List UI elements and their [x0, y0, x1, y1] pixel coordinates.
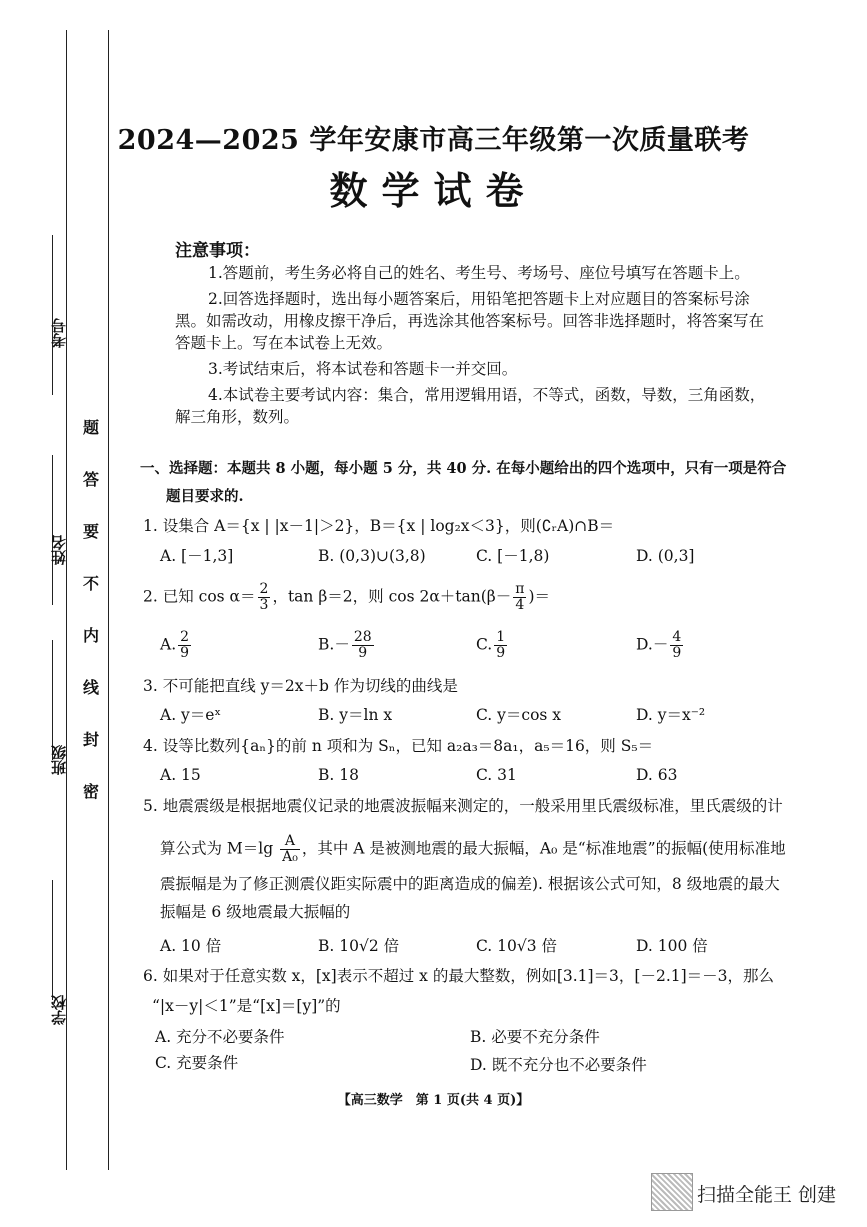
question-4-option-c: C. 31	[476, 766, 517, 784]
seal-char: 线	[83, 678, 100, 697]
fraction	[494, 630, 507, 661]
denominator: 4	[515, 597, 525, 613]
denominator: A₀	[282, 849, 298, 865]
fraction	[280, 834, 300, 865]
denominator: 9	[358, 645, 368, 661]
seal-char: 不	[83, 574, 100, 593]
question-6-line-1: 6. 如果对于任意实数 x，[x]表示不超过 x 的最大整数，例如[3.1]＝3，[－2.1]＝－3，那么	[143, 967, 775, 985]
question-5-option-b: B. 10√2 倍	[318, 937, 400, 955]
seal-char: 密	[83, 782, 100, 801]
question-3-option-c: C. y＝cos x	[476, 706, 562, 724]
notice-item-1: 1.答题前，考生务必将自己的姓名、考生号、考场号、座位号填写在答题卡上。	[208, 264, 750, 282]
numerator: A	[280, 834, 300, 850]
option-sign: －	[334, 635, 350, 654]
numerator: 2	[180, 629, 190, 645]
banji-underline	[52, 640, 53, 760]
section-heading-cont: 题目要求的.	[166, 488, 244, 505]
question-5-line-1: 5. 地震震级是根据地震仪记录的地震波振幅来测定的，一般采用里氏震级标准，里氏震级的计	[143, 797, 783, 815]
question-5-line-2	[160, 834, 786, 865]
xingming-label: 姓名	[50, 535, 68, 565]
question-2-option-c	[476, 630, 509, 661]
notice-item-4: 4.本试卷主要考试内容：集合，常用逻辑用语，不等式，函数，导数，三角函数，解三角形，数列。	[175, 386, 766, 426]
notice-item-2: 2.回答选择题时，选出每小题答案后，用铅笔把答题卡上对应题目的答案标号涂黑。如需改动，用橡皮擦干净后，再选涂其他答案标号。回答非选择题时，将答案写在答题卡上。写在本试卷上无效。	[175, 290, 765, 352]
question-5-option-d: D. 100 倍	[636, 937, 708, 955]
question-6-option-a: A. 充分不必要条件	[155, 1028, 285, 1046]
denominator: 3	[259, 597, 269, 613]
question-1-option-c: C. [－1,8)	[476, 547, 550, 565]
option-label: A.	[160, 635, 177, 654]
qr-code-icon	[651, 1173, 693, 1211]
question-5-line-3: 震振幅是为了修正测震仪距实际震中的距离造成的偏差). 根据该公式可知，8 级地震的最大	[160, 875, 780, 893]
question-3-option-a: A. y＝eˣ	[160, 706, 222, 724]
question-5-line-2b: ，其中 A 是被测地震的最大振幅，A₀ 是“标准地震”的振幅(使用标准地	[301, 839, 786, 858]
question-3-option-b: B. y＝ln x	[318, 706, 393, 724]
denominator: 9	[496, 645, 506, 661]
scanner-watermark: 扫描全能王 创建	[697, 1184, 837, 1206]
question-1-option-a: A. [－1,3]	[160, 547, 234, 565]
notice-item-3: 3.考试结束后，将本试卷和答题卡一并交回。	[208, 360, 518, 378]
banji-label: 班级	[50, 745, 68, 775]
question-4-stem: 4. 设等比数列{aₙ}的前 n 项和为 Sₙ，已知 a₂a₃＝8a₁，a₅＝16，则 S₅＝	[143, 737, 654, 755]
question-2-stem-c: )＝	[528, 587, 551, 606]
xingming-underline	[52, 455, 53, 605]
question-5-line-4: 振幅是 6 级地震最大振幅的	[160, 903, 351, 921]
question-6-line-2: “|x－y|＜1”是“[x]＝[y]”的	[152, 997, 341, 1015]
question-2-stem-b: ，tan β＝2，则 cos 2α＋tan(β－	[272, 587, 512, 606]
option-label: D.	[636, 635, 653, 654]
seal-char: 封	[83, 730, 100, 749]
seal-char: 答	[83, 470, 100, 489]
denominator: 9	[672, 645, 682, 661]
kaohao-label: 考号	[50, 318, 68, 348]
notice-heading: 注意事项：	[175, 241, 260, 261]
denominator: 9	[180, 645, 190, 661]
fraction	[352, 630, 374, 661]
question-3-stem: 3. 不可能把直线 y＝2x＋b 作为切线的曲线是	[143, 677, 458, 695]
numerator: 28	[353, 629, 372, 645]
fraction	[670, 630, 683, 661]
question-2-stem-a: 2. 已知 cos α＝	[143, 587, 256, 606]
question-6-option-c: C. 充要条件	[155, 1054, 239, 1072]
question-6-option-b: B. 必要不充分条件	[470, 1028, 600, 1046]
option-sign: －	[652, 635, 669, 654]
xuexiao-underline	[52, 880, 53, 1000]
seal-char: 题	[83, 418, 100, 437]
question-5-option-a: A. 10 倍	[160, 937, 222, 955]
question-2-stem	[143, 582, 550, 613]
exam-title: 2024—2025 学年安康市高三年级第一次质量联考	[117, 125, 750, 156]
fraction	[178, 630, 191, 661]
option-label: B.	[318, 635, 335, 654]
seal-char: 要	[83, 522, 100, 541]
exam-subtitle: 数学试卷	[329, 169, 538, 213]
question-1-option-d: D. (0,3]	[636, 547, 695, 565]
question-2-option-a	[160, 630, 193, 661]
question-1-stem: 1. 设集合 A＝{x | |x－1|＞2}，B＝{x | log₂x＜3}，则(∁ᵣA)∩B＝	[143, 517, 615, 535]
question-2-option-b	[318, 630, 376, 661]
seal-text	[83, 420, 99, 836]
question-3-option-d: D. y＝x⁻²	[636, 706, 706, 724]
numerator: π	[515, 581, 525, 597]
question-5-option-c: C. 10√3 倍	[476, 937, 558, 955]
option-label: C.	[476, 635, 493, 654]
question-4-option-d: D. 63	[636, 766, 678, 784]
question-1-option-b: B. (0,3)∪(3,8)	[318, 547, 426, 565]
question-5-line-2a: 算公式为 M＝lg	[160, 839, 279, 858]
section-heading: 一、选择题：本题共 8 小题，每小题 5 分，共 40 分. 在每小题给出的四个选项中，只有一项是符合	[140, 460, 787, 477]
page-footer: 【高三数学 第 1 页(共 4 页)】	[337, 1093, 530, 1108]
kaohao-underline	[52, 235, 53, 395]
numerator: 4	[672, 629, 682, 645]
xuexiao-label: 学校	[50, 995, 68, 1025]
question-4-option-b: B. 18	[318, 766, 359, 784]
fraction	[513, 582, 526, 613]
numerator: 1	[496, 629, 506, 645]
numerator: 2	[259, 581, 269, 597]
seal-char: 内	[83, 626, 100, 645]
question-2-option-d	[636, 630, 685, 661]
question-6-option-d: D. 既不充分也不必要条件	[470, 1056, 647, 1074]
question-4-option-a: A. 15	[160, 766, 201, 784]
fraction	[258, 582, 271, 613]
